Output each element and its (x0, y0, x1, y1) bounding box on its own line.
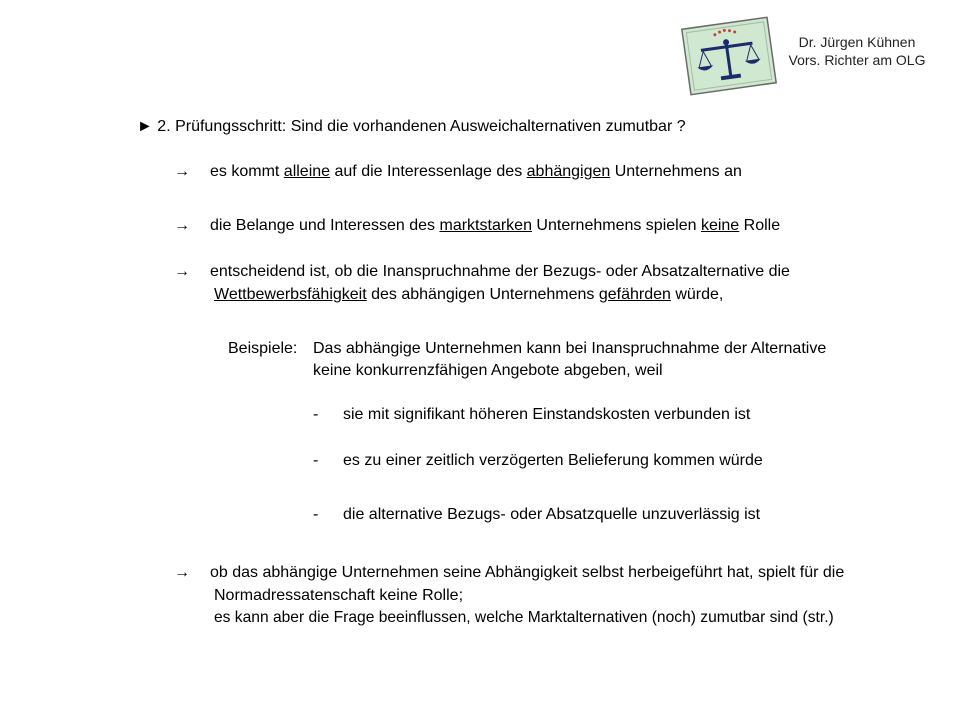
examples-label: Beispiele: (228, 340, 298, 357)
examples-line-2: keine konkurrenzfähigen Angebote abgeben, weil (313, 362, 663, 379)
underlined-word: alleine (283, 163, 331, 180)
heading-text: 2. Prüfungsschritt: Sind die vorhandenen Ausweichalternativen zumutbar ? (157, 118, 686, 135)
underlined-word: Wettbewerbsfähigkeit (214, 286, 367, 303)
arrow-icon: → (174, 217, 190, 234)
underlined-word: abhängigen (526, 163, 611, 180)
point-4-line-2: Normadressatenschaft keine Rolle; (214, 587, 464, 604)
point-1: → es kommt alleine auf die Interessenlage des abhängigen Unternehmens an (174, 163, 742, 180)
dash-marker: - (313, 452, 319, 469)
point-3-line-2: Wettbewerbsfähigkeit des abhängigen Unternehmens gefährden würde, (214, 286, 724, 303)
author-block (762, 33, 952, 69)
arrow-icon: → (174, 263, 190, 280)
author-title: Vors. Richter am OLG (788, 52, 926, 68)
arrow-icon: → (174, 564, 190, 581)
dash-marker: - (313, 506, 319, 523)
author-name: Dr. Jürgen Kühnen (798, 34, 916, 50)
point-3: → entscheidend ist, ob die Inanspruchnahme der Bezugs- oder Absatzalternative die (174, 263, 790, 280)
heading-marker: ► (137, 118, 153, 135)
dash-marker: - (313, 406, 319, 423)
example-item-3: - die alternative Bezugs- oder Absatzquelle unzuverlässig ist (313, 506, 761, 523)
underlined-word: keine (700, 217, 740, 234)
example-item-1: - sie mit signifikant höheren Einstandskosten verbunden ist (313, 406, 751, 423)
point-4-line-3: es kann aber die Frage beeinflussen, welche Marktalternativen (noch) zumutbar sind (str.) (214, 609, 834, 626)
examples-line-1: Das abhängige Unternehmen kann bei Inanspruchnahme der Alternative (313, 340, 827, 357)
section-heading (137, 117, 686, 137)
underlined-word: marktstarken (439, 217, 532, 234)
point-2: → die Belange und Interessen des marktstarken Unternehmens spielen keine Rolle (174, 217, 781, 234)
point-4: → ob das abhängige Unternehmen seine Abhängigkeit selbst herbeigeführt hat, spielt für die (174, 564, 845, 581)
example-item-2: - es zu einer zeitlich verzögerten Belieferung kommen würde (313, 452, 763, 469)
underlined-word: gefährden (598, 286, 671, 303)
arrow-icon: → (174, 163, 190, 180)
